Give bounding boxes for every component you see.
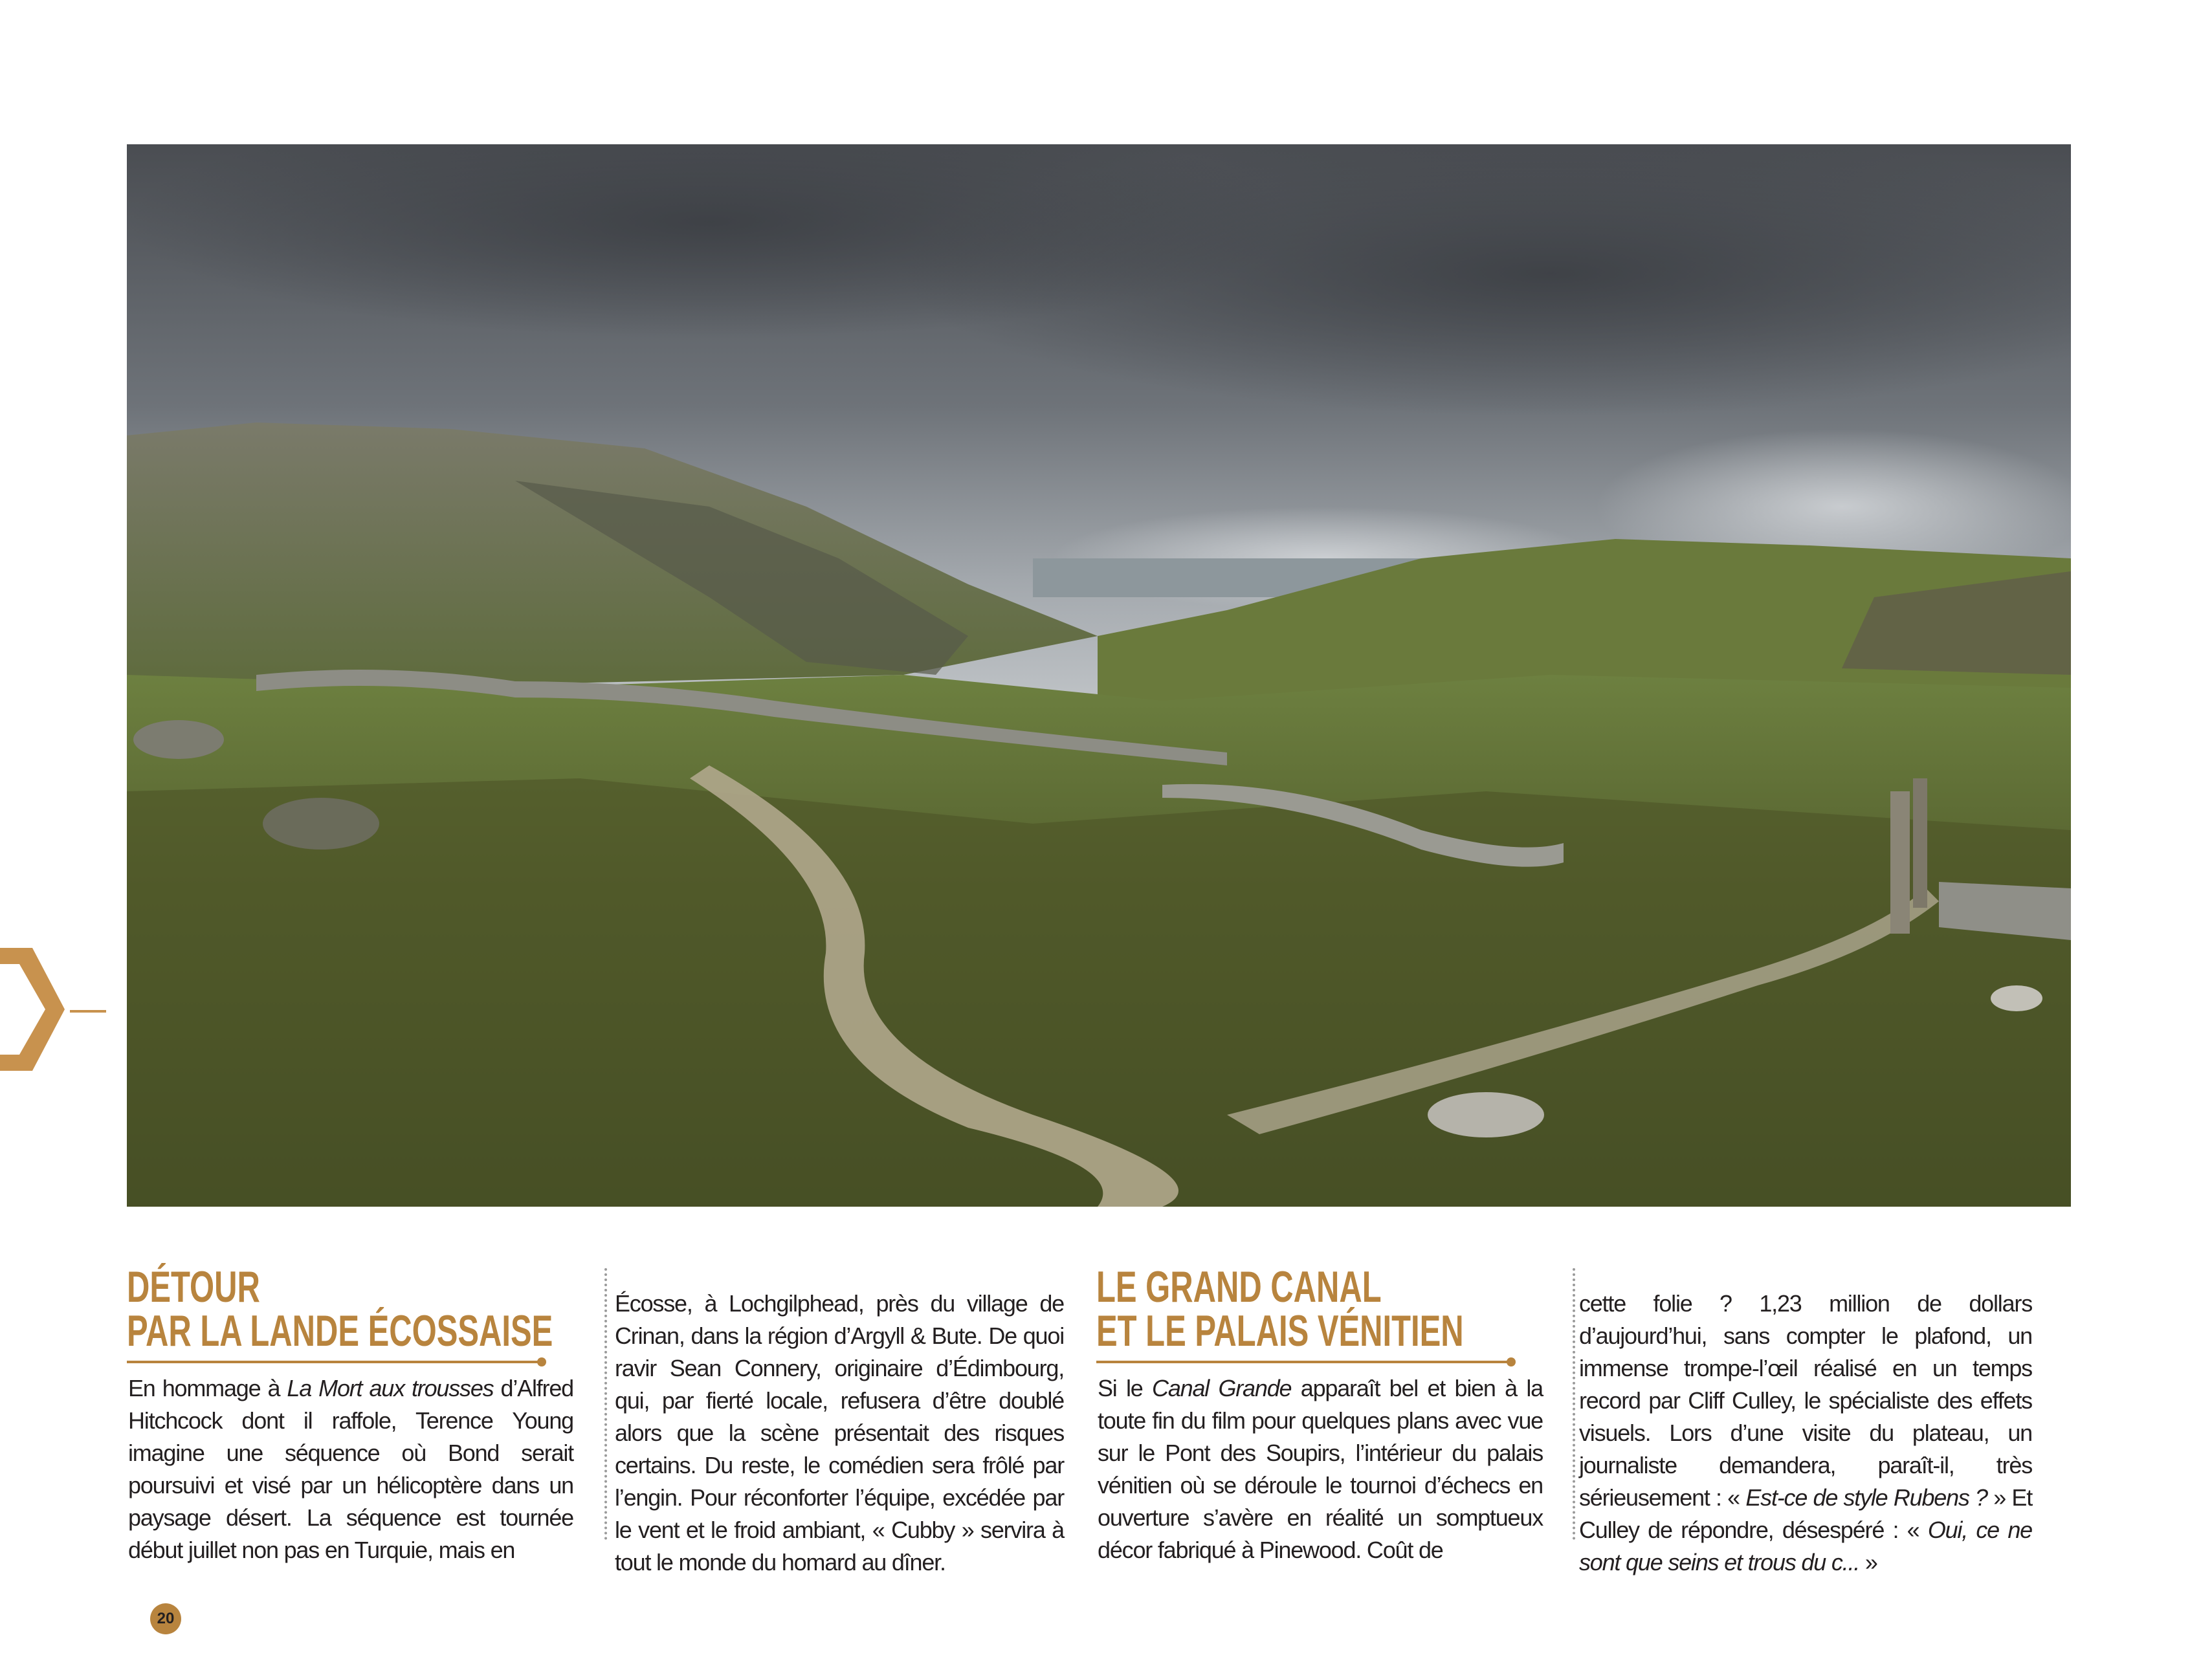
section-heading-grand-canal <box>1096 1262 1464 1355</box>
column-divider <box>604 1268 607 1540</box>
heading-line: LE GRAND CANAL <box>1096 1262 1382 1311</box>
body-paragraph: En hommage à La Mort aux trousses d’Alfred Hitchcock dont il raffole, Terence Young imagine une séquence où Bond serait poursuivi et visé par un hélicoptère dans un paysage désert. La séquence est tournée début juillet non pas en Turquie, mais en <box>128 1375 574 1563</box>
section-heading-detour <box>127 1262 553 1355</box>
body-paragraph: Écosse, à Lochgilphead, près du village de Crinan, dans la région d’Argyll & Bute. De quoi ravir Sean Connery, originaire d’Édimbourg, qui, par fierté locale, refusera d’être doublé alors que la scène présentait des risques certains. Du reste, le comédien sera frôlé par l’engin. Pour réconforter l’équipe, excédée par le vent et le froid ambiant, « Cubby » servira à tout le monde du homard au dîner. <box>615 1290 1064 1575</box>
section-detour-continued <box>615 1288 1064 1579</box>
page-number-badge: 20 <box>150 1603 181 1634</box>
section-grand-canal <box>1096 1262 1543 1566</box>
chevron-right-icon <box>0 945 65 1074</box>
heading-line: ET LE PALAIS VÉNITIEN <box>1096 1306 1464 1355</box>
heading-rule <box>127 1361 541 1363</box>
heading-rule <box>1096 1361 1510 1363</box>
section-detour <box>127 1262 574 1566</box>
body-paragraph: Si le Canal Grande apparaît bel et bien à la toute fin du film pour quelques plans avec vue sur le Pont des Soupirs, l’intérieur du palais vénitien où se déroule le tournoi d’échecs en ouverture s’avère en réalité un somptueux décor fabriqué à Pinewood. Coût de <box>1098 1375 1543 1563</box>
chevron-connector-line <box>70 1010 106 1013</box>
section-grand-canal-continued <box>1579 1288 2032 1579</box>
body-paragraph: cette folie ? 1,23 million de dollars d’aujourd’hui, sans compter le plafond, un immense trompe-l’œil réalisé en un temps record par Cliff Culley, le spécialiste des effets visuels. Lors d’une visite du plateau, un journaliste demandera, paraît-il, très sérieusement : « Est-ce de style Rubens ? » Et Culley de répondre, désespéré : « Oui, ce ne sont que seins et trous du c... » <box>1579 1290 2032 1575</box>
column-divider <box>1573 1268 1575 1540</box>
landscape-photo <box>127 144 2071 1207</box>
heading-line: PAR LA LANDE ÉCOSSAISE <box>127 1306 553 1355</box>
heading-line: DÉTOUR <box>127 1262 260 1311</box>
scottish-moor-image <box>127 144 2071 1207</box>
